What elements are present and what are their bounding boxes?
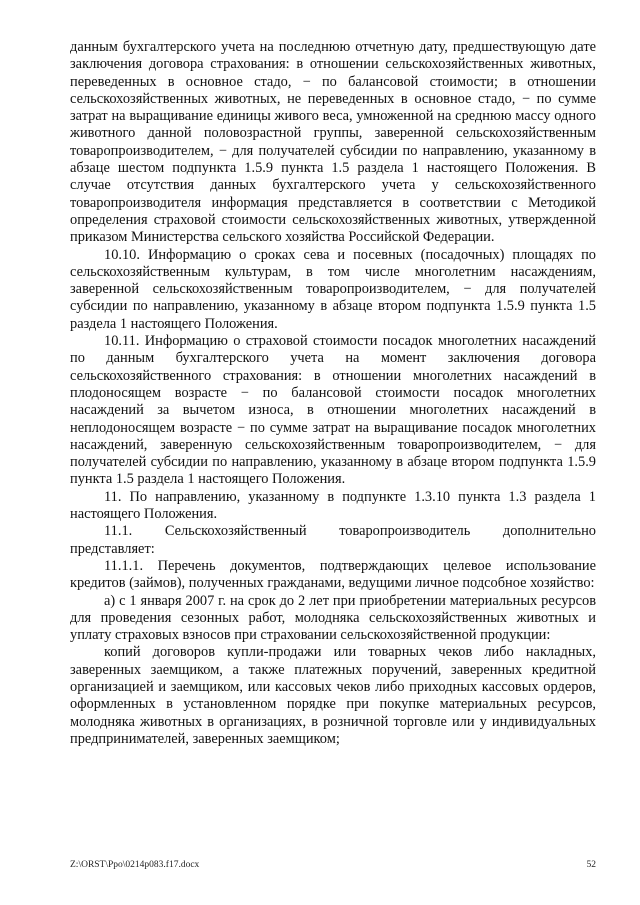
- page-footer: [70, 860, 596, 874]
- paragraph-copies: копий договоров купли-продажи или товарных чеков либо накладных, заверенных заемщиком, а также платежных поручений, заверенных кредитной организацией и заемщиком, или кассовых чеков либо приходных кассовых ордеров, оформленных в установленном порядке при покупке материальных ресурсов, молодняка животных в организациях, в розничной торговле или у индивидуальных предпринимателей, заверенных заемщиком;: [70, 644, 596, 747]
- paragraph-10-10: 10.10. Информацию о сроках сева и посевных (посадочных) площадях по сельскохозяйственным культурам, в том числе многолетним насаждениям, заверенной сельскохозяйственным товаропроизводителем, − для получателей субсидии по направлению, указанному в абзаце втором подпункта 1.5.9 пункта 1.5 раздела 1 настоящего Положения.: [70, 246, 596, 332]
- paragraph-11-1-1: 11.1.1. Перечень документов, подтверждающих целевое использование кредитов (займов), полученных гражданами, ведущими личное подсобное хозяйство:: [70, 557, 596, 592]
- file-path: Z:\ORST\Ppo\0214p083.f17.docx: [70, 860, 200, 870]
- page-number: 52: [586, 860, 596, 870]
- paragraph-item-a: а) с 1 января 2007 г. на срок до 2 лет при приобретении материальных ресурсов для проведения сезонных работ, молодняка сельскохозяйственных животных и уплату страховых взносов при страховании сельскохозяйственной продукции:: [70, 592, 596, 644]
- paragraph-11: 11. По направлению, указанному в подпункте 1.3.10 пункта 1.3 раздела 1 настоящего Положения.: [70, 488, 596, 523]
- paragraph-10-11: 10.11. Информацию о страховой стоимости посадок многолетних насаждений по данным бухгалтерского учета на момент заключения договора сельскохозяйственного страхования: в отношении многолетних насаждений в плодоносящем возрасте − по балансовой стоимости посадок многолетних насаждений за вычетом износа, в отношении многолетних насаждений в неплодоносящем возрасте − по сумме затрат на выращивание посадок многолетних насаждений, заверенную сельскохозяйственным товаропроизводителем, − для получателей субсидии по направлению, указанному в абзаце втором подпункта 1.5.9 пункта 1.5 раздела 1 настоящего Положения.: [70, 333, 596, 488]
- document-body: [70, 39, 596, 748]
- paragraph-11-1: 11.1. Сельскохозяйственный товаропроизводитель дополнительно представляет:: [70, 523, 596, 557]
- paragraph-continuation: данным бухгалтерского учета на последнюю отчетную дату, предшествующую дате заключения договора страхования: в отношении сельскохозяйственных животных, переведенных в основное стадо, − по балансовой стоимости; в отношении сельскохозяйственных животных, не переведенных в основное стадо, − по сумме затрат на выращивание единицы живого веса, умноженной на среднюю массу одного животного данной половозрастной группы, заверенной сельскохозяйственным товаропроизводителем, − для получателей субсидии по направлению, указанному в абзаце шестом подпункта 1.5.9 пункта 1.5 раздела 1 настоящего Положения. В случае отсутствия данных бухгалтерского учета у сельскохозяйственного товаропроизводителя информация представляется в соответствии с Методикой определения страховой стоимости сельскохозяйственных животных, утвержденной приказом Министерства сельского хозяйства Российской Федерации.: [70, 39, 596, 246]
